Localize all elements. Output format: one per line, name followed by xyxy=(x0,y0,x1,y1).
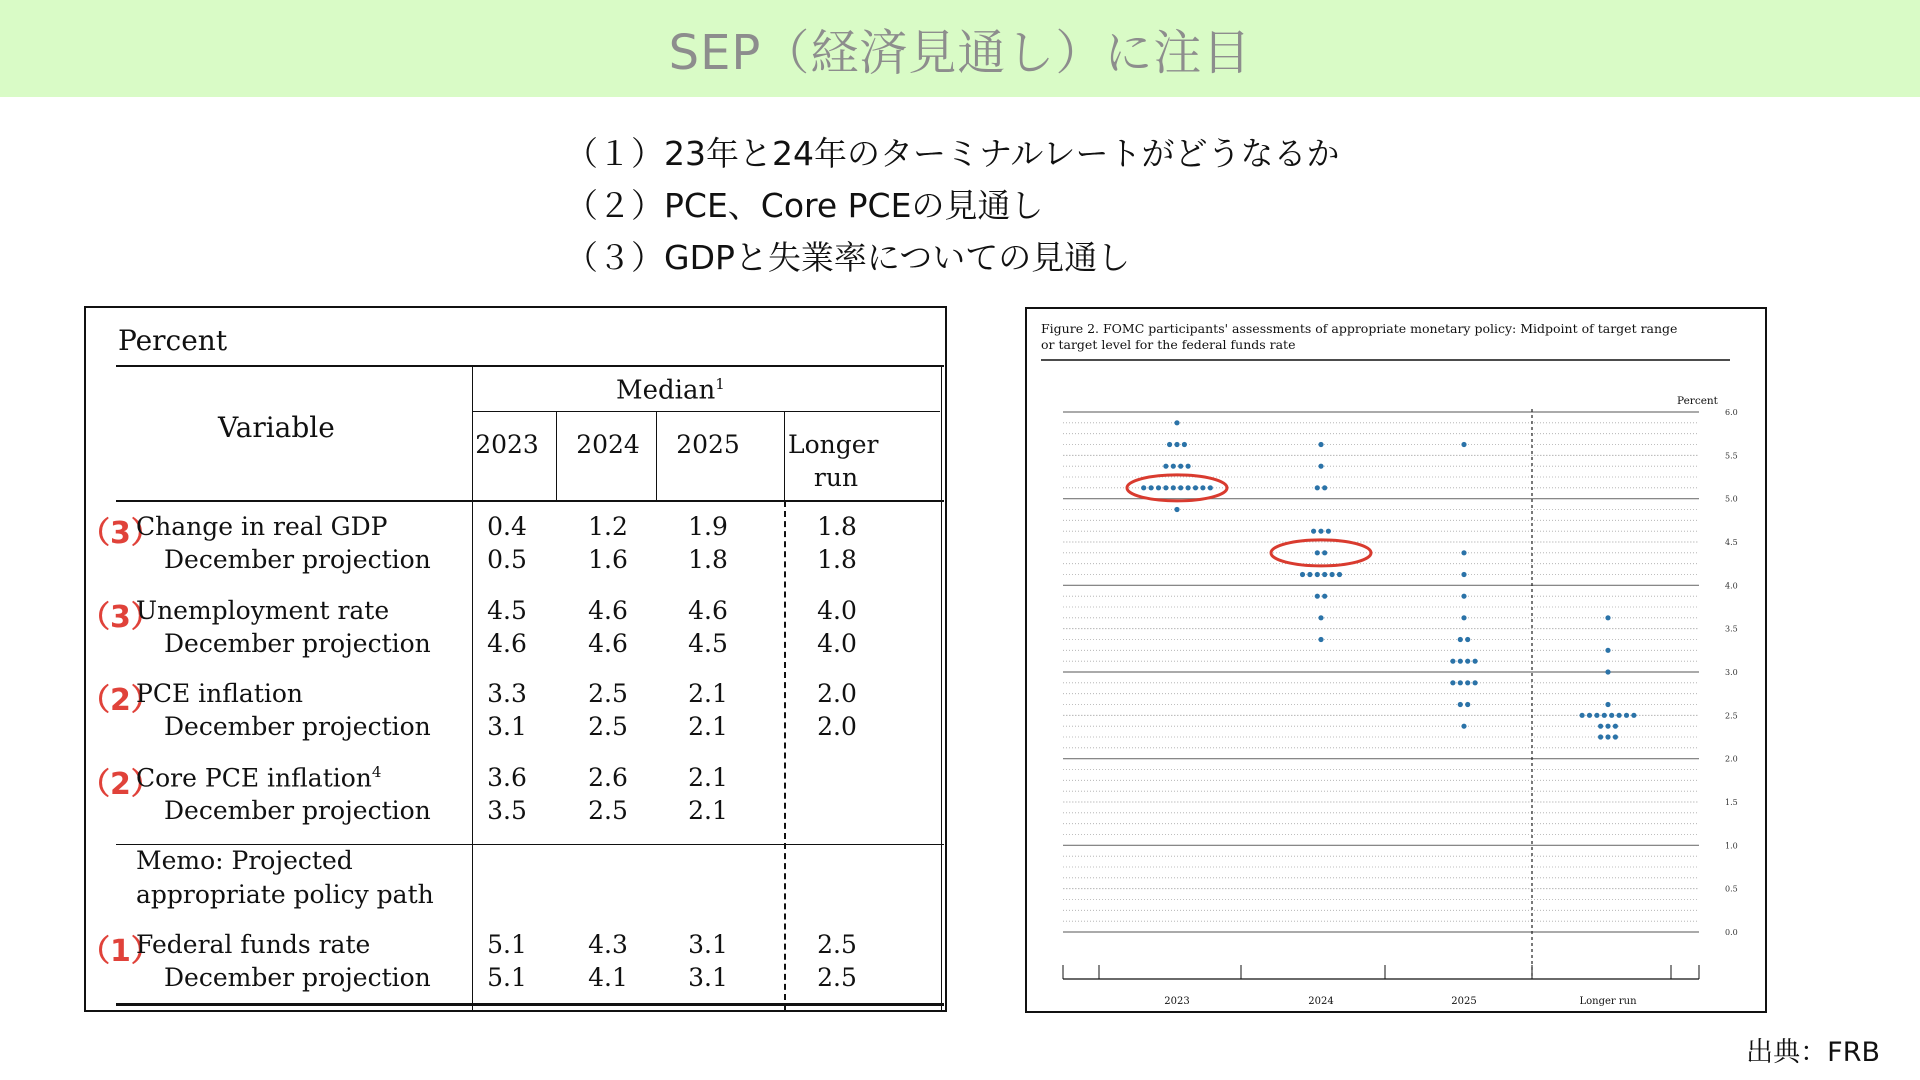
row-label-text: Core PCE inflation xyxy=(136,763,372,793)
row-sub-label: December projection xyxy=(164,963,431,992)
data-dot xyxy=(1337,572,1342,577)
cell: 4.1 xyxy=(588,963,628,992)
data-dot xyxy=(1156,485,1161,490)
row-sub-label: December projection xyxy=(164,796,431,825)
data-dot xyxy=(1186,464,1191,469)
rule xyxy=(116,500,944,502)
cell: 3.5 xyxy=(487,796,527,825)
y-tick-label: 3.0 xyxy=(1725,668,1738,677)
col-divider xyxy=(556,411,557,501)
cell: 1.9 xyxy=(688,512,728,541)
data-dot xyxy=(1580,713,1585,718)
marker-3: （3） xyxy=(80,516,161,551)
data-dot xyxy=(1461,594,1466,599)
key-points xyxy=(565,128,1340,284)
row-label: Federal funds rate xyxy=(136,930,371,959)
dot-plot-panel xyxy=(1025,307,1767,1013)
cell: 4.5 xyxy=(688,629,728,658)
cell: 2.5 xyxy=(588,679,628,708)
table-unit: Percent xyxy=(118,324,228,357)
data-dot xyxy=(1171,464,1176,469)
data-dot xyxy=(1605,669,1610,674)
y-tick-label: 1.0 xyxy=(1725,841,1738,851)
cell: 3.6 xyxy=(487,763,527,792)
data-dot xyxy=(1450,680,1455,685)
cell: 4.6 xyxy=(688,596,728,625)
data-dot xyxy=(1609,713,1614,718)
data-dot xyxy=(1461,550,1466,555)
row-sub-label: December projection xyxy=(164,712,431,741)
data-dot xyxy=(1193,485,1198,490)
y-tick-label: 3.5 xyxy=(1725,624,1738,634)
grid xyxy=(1063,409,1699,977)
data-dot xyxy=(1322,485,1327,490)
y-tick-label: 4.0 xyxy=(1725,581,1738,591)
cell: 0.4 xyxy=(487,512,527,541)
x-tick-label: Longer run xyxy=(1579,996,1637,1007)
data-dot xyxy=(1473,680,1478,685)
data-dot xyxy=(1318,529,1323,534)
y-tick-label: 2.5 xyxy=(1725,711,1738,721)
source-note: 出典：FRB xyxy=(1746,1037,1880,1068)
cell: 4.3 xyxy=(588,930,628,959)
data-dot xyxy=(1318,637,1323,642)
data-dot xyxy=(1605,724,1610,729)
data-dot xyxy=(1200,485,1205,490)
y-tick-label: 5.5 xyxy=(1725,451,1738,461)
data-dot xyxy=(1318,442,1323,447)
x-tick-label: 2023 xyxy=(1164,996,1190,1007)
data-dot xyxy=(1174,507,1179,512)
row-label: PCE inflation xyxy=(136,679,304,708)
cell: 4.6 xyxy=(588,629,628,658)
data-dot xyxy=(1631,713,1636,718)
y-tick-labels xyxy=(1725,408,1738,937)
rule xyxy=(116,365,944,367)
cell: 4.6 xyxy=(588,596,628,625)
data-dot xyxy=(1605,648,1610,653)
data-dot xyxy=(1613,734,1618,739)
cell: 4.5 xyxy=(487,596,527,625)
col-divider xyxy=(784,411,785,501)
data-dot xyxy=(1617,713,1622,718)
data-dot xyxy=(1174,442,1179,447)
col-2023: 2023 xyxy=(475,430,539,459)
row-pce xyxy=(80,675,946,745)
cell: 1.6 xyxy=(588,545,628,574)
data-dot xyxy=(1163,485,1168,490)
cell: 2.5 xyxy=(588,712,628,741)
memo-line-2: appropriate policy path xyxy=(136,880,434,909)
data-dot xyxy=(1186,485,1191,490)
marker-2: （2） xyxy=(80,767,161,802)
cell: 3.3 xyxy=(487,679,527,708)
cell: 2.5 xyxy=(817,930,857,959)
data-dot xyxy=(1465,680,1470,685)
data-dot xyxy=(1311,529,1316,534)
data-dot xyxy=(1602,713,1607,718)
x-axis xyxy=(1063,965,1699,1007)
data-dot xyxy=(1624,713,1629,718)
data-dot xyxy=(1598,724,1603,729)
dots xyxy=(1141,420,1636,739)
variable-header: Variable xyxy=(218,411,335,444)
marker-1: （1） xyxy=(80,934,161,969)
data-dot xyxy=(1461,442,1466,447)
data-dot xyxy=(1473,659,1478,664)
rule xyxy=(116,1003,944,1006)
data-dot xyxy=(1315,594,1320,599)
cell: 3.1 xyxy=(487,712,527,741)
data-dot xyxy=(1149,485,1154,490)
cell: 2.6 xyxy=(588,763,628,792)
slide-title: SEP（経済見通し）に注目 xyxy=(668,25,1252,81)
cell: 3.1 xyxy=(688,963,728,992)
data-dot xyxy=(1174,420,1179,425)
data-dot xyxy=(1598,734,1603,739)
data-dot xyxy=(1450,659,1455,664)
data-dot xyxy=(1141,485,1146,490)
cell: 2.5 xyxy=(817,963,857,992)
cell: 2.1 xyxy=(688,763,728,792)
data-dot xyxy=(1458,702,1463,707)
data-dot xyxy=(1461,572,1466,577)
data-dot xyxy=(1307,572,1312,577)
data-dot xyxy=(1318,464,1323,469)
data-dot xyxy=(1315,572,1320,577)
point-1: （１）23年と24年のターミナルレートがどうなるか xyxy=(565,134,1340,173)
median-header xyxy=(616,375,725,406)
cell: 5.1 xyxy=(487,930,527,959)
data-dot xyxy=(1458,659,1463,664)
y-tick-label: 1.5 xyxy=(1725,798,1738,807)
y-unit-label: Percent xyxy=(1677,395,1718,407)
footnote-sup: 4 xyxy=(371,763,382,781)
row-fed-funds-rate xyxy=(80,926,946,996)
y-tick-label: 0.0 xyxy=(1725,928,1738,937)
data-dot xyxy=(1163,464,1168,469)
cell: 5.1 xyxy=(487,963,527,992)
data-dot xyxy=(1465,702,1470,707)
data-dot xyxy=(1208,485,1213,490)
row-gdp xyxy=(80,508,946,578)
y-tick-label: 6.0 xyxy=(1725,408,1738,417)
data-dot xyxy=(1605,734,1610,739)
x-tick-label: 2025 xyxy=(1451,996,1477,1007)
point-2: （２）PCE、Core PCEの見通し xyxy=(565,186,1044,225)
data-dot xyxy=(1461,615,1466,620)
data-dot xyxy=(1461,724,1466,729)
data-dot xyxy=(1465,637,1470,642)
row-label: Change in real GDP xyxy=(136,512,388,541)
data-dot xyxy=(1587,713,1592,718)
y-tick-label: 2.0 xyxy=(1725,754,1738,764)
cell: 0.5 xyxy=(487,545,527,574)
median-sup: 1 xyxy=(715,375,725,393)
data-dot xyxy=(1178,485,1183,490)
cell: 3.1 xyxy=(688,930,728,959)
cell: 4.6 xyxy=(487,629,527,658)
rule xyxy=(116,844,944,845)
chart-caption-1: Figure 2. FOMC participants' assessments of appropriate monetary policy: Midpoint of target range xyxy=(1041,321,1678,336)
data-dot xyxy=(1458,637,1463,642)
col-run: run xyxy=(813,463,859,492)
x-tick-label: 2024 xyxy=(1308,996,1334,1007)
data-dot xyxy=(1465,659,1470,664)
cell: 2.5 xyxy=(588,796,628,825)
y-tick-label: 0.5 xyxy=(1725,884,1738,894)
col-longer: Longer xyxy=(788,430,879,459)
cell: 4.0 xyxy=(817,629,857,658)
cell: 1.8 xyxy=(688,545,728,574)
row-sub-label: December projection xyxy=(164,629,431,658)
data-dot xyxy=(1605,702,1610,707)
data-dot xyxy=(1594,713,1599,718)
chart-caption-2: or target level for the federal funds rate xyxy=(1041,337,1296,352)
cell: 1.8 xyxy=(817,545,857,574)
marker-2: （2） xyxy=(80,683,161,718)
data-dot xyxy=(1315,485,1320,490)
cell: 1.2 xyxy=(588,512,628,541)
row-core-pce xyxy=(80,759,946,829)
data-dot xyxy=(1171,485,1176,490)
rule xyxy=(472,411,940,412)
sep-table xyxy=(80,306,947,1012)
cell: 2.0 xyxy=(817,679,857,708)
point-3: （３）GDPと失業率についての見通し xyxy=(565,238,1131,277)
cell: 2.1 xyxy=(688,712,728,741)
col-divider xyxy=(656,411,657,501)
data-dot xyxy=(1613,724,1618,729)
cell: 2.1 xyxy=(688,796,728,825)
cell: 2.1 xyxy=(688,679,728,708)
data-dot xyxy=(1178,464,1183,469)
marker-3: （3） xyxy=(80,600,161,635)
data-dot xyxy=(1322,550,1327,555)
row-sub-label: December projection xyxy=(164,545,431,574)
cell: 1.8 xyxy=(817,512,857,541)
data-dot xyxy=(1300,572,1305,577)
cell: 2.0 xyxy=(817,712,857,741)
data-dot xyxy=(1322,572,1327,577)
data-dot xyxy=(1326,529,1331,534)
cell: 4.0 xyxy=(817,596,857,625)
data-dot xyxy=(1318,615,1323,620)
y-tick-label: 4.5 xyxy=(1725,538,1738,547)
data-dot xyxy=(1322,594,1327,599)
data-dot xyxy=(1182,442,1187,447)
data-dot xyxy=(1167,442,1172,447)
col-2025: 2025 xyxy=(676,430,740,459)
y-tick-label: 5.0 xyxy=(1725,494,1738,504)
data-dot xyxy=(1315,550,1320,555)
data-dot xyxy=(1605,615,1610,620)
data-dot xyxy=(1458,680,1463,685)
memo-line-1: Memo: Projected xyxy=(136,846,353,875)
col-2024: 2024 xyxy=(576,430,640,459)
dot-plot xyxy=(1027,309,1765,1011)
median-label: Median xyxy=(616,375,716,406)
row-unemployment xyxy=(80,592,946,662)
row-label: Unemployment rate xyxy=(136,596,390,625)
data-dot xyxy=(1330,572,1335,577)
row-label xyxy=(136,763,381,792)
slide-header xyxy=(0,0,1920,97)
